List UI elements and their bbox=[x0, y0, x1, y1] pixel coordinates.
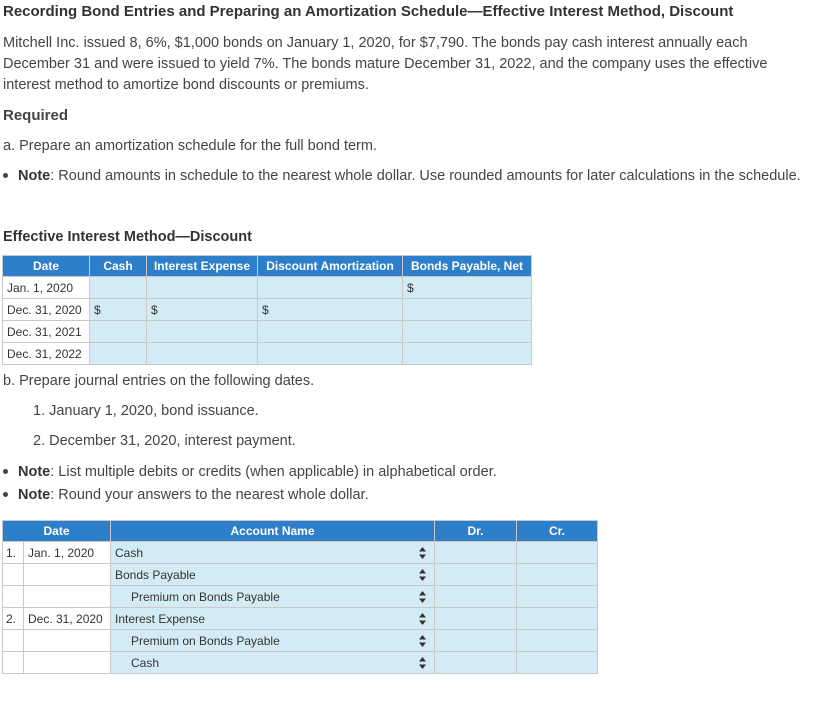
table-row bbox=[3, 343, 532, 365]
entry-date bbox=[24, 564, 111, 586]
bullet-dot bbox=[3, 492, 8, 497]
col-bonds-payable-net: Bonds Payable, Net bbox=[403, 256, 532, 277]
part-b-item-2: 2. December 31, 2020, interest payment. bbox=[33, 433, 296, 449]
account-name: Cash bbox=[115, 545, 144, 560]
row-date: Dec. 31, 2022 bbox=[3, 343, 90, 365]
col-account-name: Account Name bbox=[111, 521, 435, 542]
note-b-1 bbox=[3, 461, 497, 483]
account-name: Bonds Payable bbox=[115, 567, 196, 582]
row-date: Dec. 31, 2021 bbox=[3, 321, 90, 343]
note-a bbox=[3, 165, 815, 187]
journal-entries-table bbox=[2, 520, 598, 674]
debit-input[interactable] bbox=[435, 586, 517, 608]
credit-input[interactable] bbox=[517, 542, 598, 564]
credit-input[interactable] bbox=[517, 608, 598, 630]
debit-input[interactable] bbox=[435, 608, 517, 630]
bullet-dot bbox=[3, 173, 8, 178]
entry-number bbox=[3, 652, 24, 674]
up-down-arrow-icon bbox=[419, 635, 426, 647]
account-name: Premium on Bonds Payable bbox=[131, 633, 280, 648]
entry-number bbox=[3, 564, 24, 586]
journal-header-row bbox=[3, 521, 598, 542]
account-select[interactable] bbox=[111, 652, 435, 674]
part-b-instruction: b. Prepare journal entries on the following dates. bbox=[3, 373, 315, 389]
interest-expense-input[interactable] bbox=[147, 321, 258, 343]
bonds-payable-net-input[interactable] bbox=[403, 343, 532, 365]
entry-date bbox=[24, 652, 111, 674]
col-interest-expense: Interest Expense bbox=[147, 256, 258, 277]
entry-date: Dec. 31, 2020 bbox=[24, 608, 111, 630]
up-down-arrow-icon bbox=[419, 613, 426, 625]
schedule-heading: Effective Interest Method—Discount bbox=[3, 229, 252, 245]
discount-amortization-input[interactable] bbox=[258, 321, 403, 343]
note-b-2 bbox=[3, 484, 369, 506]
up-down-arrow-icon bbox=[419, 569, 426, 581]
col-date: Date bbox=[3, 256, 90, 277]
discount-amortization-input[interactable]: $ bbox=[258, 299, 403, 321]
debit-input[interactable] bbox=[435, 564, 517, 586]
account-select[interactable] bbox=[111, 542, 435, 564]
table-row bbox=[3, 321, 532, 343]
bullet-dot bbox=[3, 469, 8, 474]
cash-input[interactable] bbox=[90, 321, 147, 343]
credit-input[interactable] bbox=[517, 586, 598, 608]
table-row bbox=[3, 299, 532, 321]
interest-expense-input[interactable] bbox=[147, 277, 258, 299]
entry-number bbox=[3, 630, 24, 652]
cash-input[interactable] bbox=[90, 343, 147, 365]
note-label: Note bbox=[18, 464, 51, 480]
account-name: Premium on Bonds Payable bbox=[131, 589, 280, 604]
discount-amortization-input[interactable] bbox=[258, 277, 403, 299]
note-text: : Round amounts in schedule to the nearest whole dollar. Use rounded amounts for later calculations in the schedule. bbox=[50, 168, 801, 184]
table-row bbox=[3, 277, 532, 299]
bonds-payable-net-input[interactable] bbox=[403, 299, 532, 321]
note-text: : Round your answers to the nearest whole dollar. bbox=[50, 487, 369, 503]
account-select[interactable] bbox=[111, 586, 435, 608]
amortization-schedule-table bbox=[2, 255, 532, 365]
note-label: Note bbox=[18, 168, 51, 184]
row-date: Dec. 31, 2020 bbox=[3, 299, 90, 321]
problem-intro: Mitchell Inc. issued 8, 6%, $1,000 bonds on January 1, 2020, for $7,790. The bonds pay cash interest annually each December 31 and were issued to yield 7%. The bonds mature December 31, 2022, and the company uses the effective interest method to amortize bond discounts or premiums. bbox=[3, 35, 768, 93]
bonds-payable-net-input[interactable] bbox=[403, 321, 532, 343]
entry-date bbox=[24, 586, 111, 608]
debit-input[interactable] bbox=[435, 542, 517, 564]
entry-number: 2. bbox=[3, 608, 24, 630]
entry-date: Jan. 1, 2020 bbox=[24, 542, 111, 564]
account-select[interactable] bbox=[111, 608, 435, 630]
table-row bbox=[3, 630, 598, 652]
debit-input[interactable] bbox=[435, 652, 517, 674]
interest-expense-input[interactable]: $ bbox=[147, 299, 258, 321]
discount-amortization-input[interactable] bbox=[258, 343, 403, 365]
account-name: Cash bbox=[131, 655, 160, 670]
col-discount-amortization: Discount Amortization bbox=[258, 256, 403, 277]
part-a-instruction: a. Prepare an amortization schedule for the full bond term. bbox=[3, 138, 377, 154]
entry-date bbox=[24, 630, 111, 652]
note-text: : List multiple debits or credits (when applicable) in alphabetical order. bbox=[50, 464, 497, 480]
credit-input[interactable] bbox=[517, 564, 598, 586]
required-heading: Required bbox=[3, 107, 69, 124]
account-name: Interest Expense bbox=[115, 611, 206, 626]
credit-input[interactable] bbox=[517, 652, 598, 674]
debit-input[interactable] bbox=[435, 630, 517, 652]
credit-input[interactable] bbox=[517, 630, 598, 652]
table-row bbox=[3, 586, 598, 608]
entry-number: 1. bbox=[3, 542, 24, 564]
part-b-item-1: 1. January 1, 2020, bond issuance. bbox=[33, 403, 259, 419]
bonds-payable-net-input[interactable]: $ bbox=[403, 277, 532, 299]
table-row bbox=[3, 542, 598, 564]
account-select[interactable] bbox=[111, 630, 435, 652]
cash-input[interactable]: $ bbox=[90, 299, 147, 321]
row-date: Jan. 1, 2020 bbox=[3, 277, 90, 299]
table-row bbox=[3, 608, 598, 630]
note-label: Note bbox=[18, 487, 51, 503]
col-journal-date: Date bbox=[3, 521, 111, 542]
page-title: Recording Bond Entries and Preparing an Amortization Schedule—Effective Interest Method, Discount bbox=[3, 3, 734, 20]
table-row bbox=[3, 652, 598, 674]
col-debit: Dr. bbox=[435, 521, 517, 542]
col-credit: Cr. bbox=[517, 521, 598, 542]
cash-input[interactable] bbox=[90, 277, 147, 299]
col-cash: Cash bbox=[90, 256, 147, 277]
up-down-arrow-icon bbox=[419, 657, 426, 669]
entry-number bbox=[3, 586, 24, 608]
up-down-arrow-icon bbox=[419, 547, 426, 559]
interest-expense-input[interactable] bbox=[147, 343, 258, 365]
table-row bbox=[3, 564, 598, 586]
schedule-header-row bbox=[3, 256, 532, 277]
account-select[interactable] bbox=[111, 564, 435, 586]
up-down-arrow-icon bbox=[419, 591, 426, 603]
